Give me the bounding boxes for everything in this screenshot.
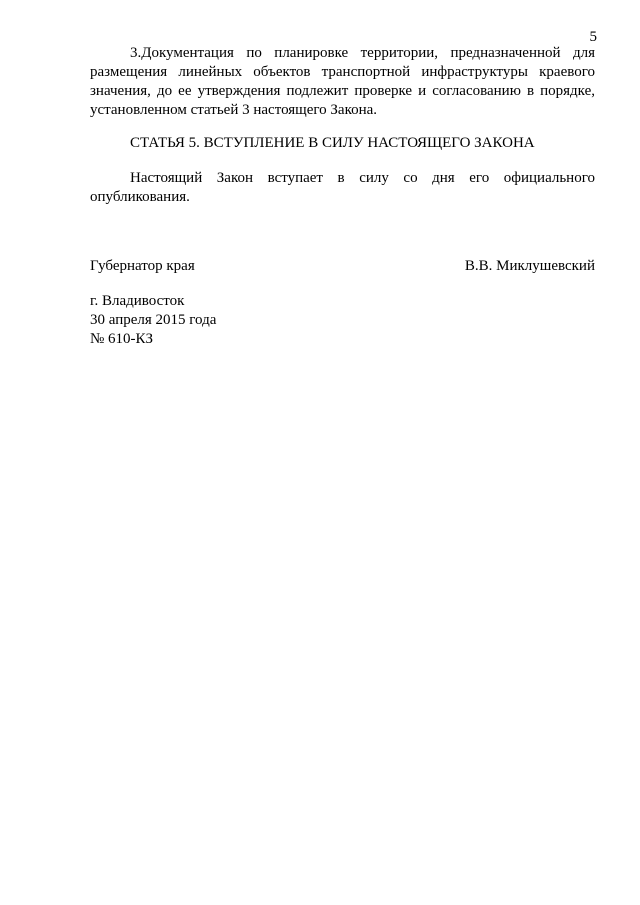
paragraph-text: 3.Документация по планировке территории, предназначенной для размещения линейных объектов транспортной инфраструктуры краевого значения, до ее утверждения подлежит проверке и согласованию в порядке, установленном статьей 3 настоящего Закона. [90,45,595,118]
footer-city: г. Владивосток [90,293,185,309]
footer-date: 30 апреля 2015 года [90,312,217,328]
paragraph-documentation [90,44,595,120]
paragraph-entry-into-force [90,169,595,207]
document-footer [90,292,216,349]
page-number: 5 [589,29,597,45]
signature-block [90,257,595,276]
article-heading: СТАТЬЯ 5. ВСТУПЛЕНИЕ В СИЛУ НАСТОЯЩЕГО ЗАКОНА [130,135,535,151]
footer-law-number: № 610-КЗ [90,331,154,347]
signatory-name: В.В. Миклушевский [464,258,595,274]
paragraph-text: Настоящий Закон вступает в силу со дня его официального опубликования. [90,170,595,205]
signatory-title: Губернатор края [90,258,195,274]
